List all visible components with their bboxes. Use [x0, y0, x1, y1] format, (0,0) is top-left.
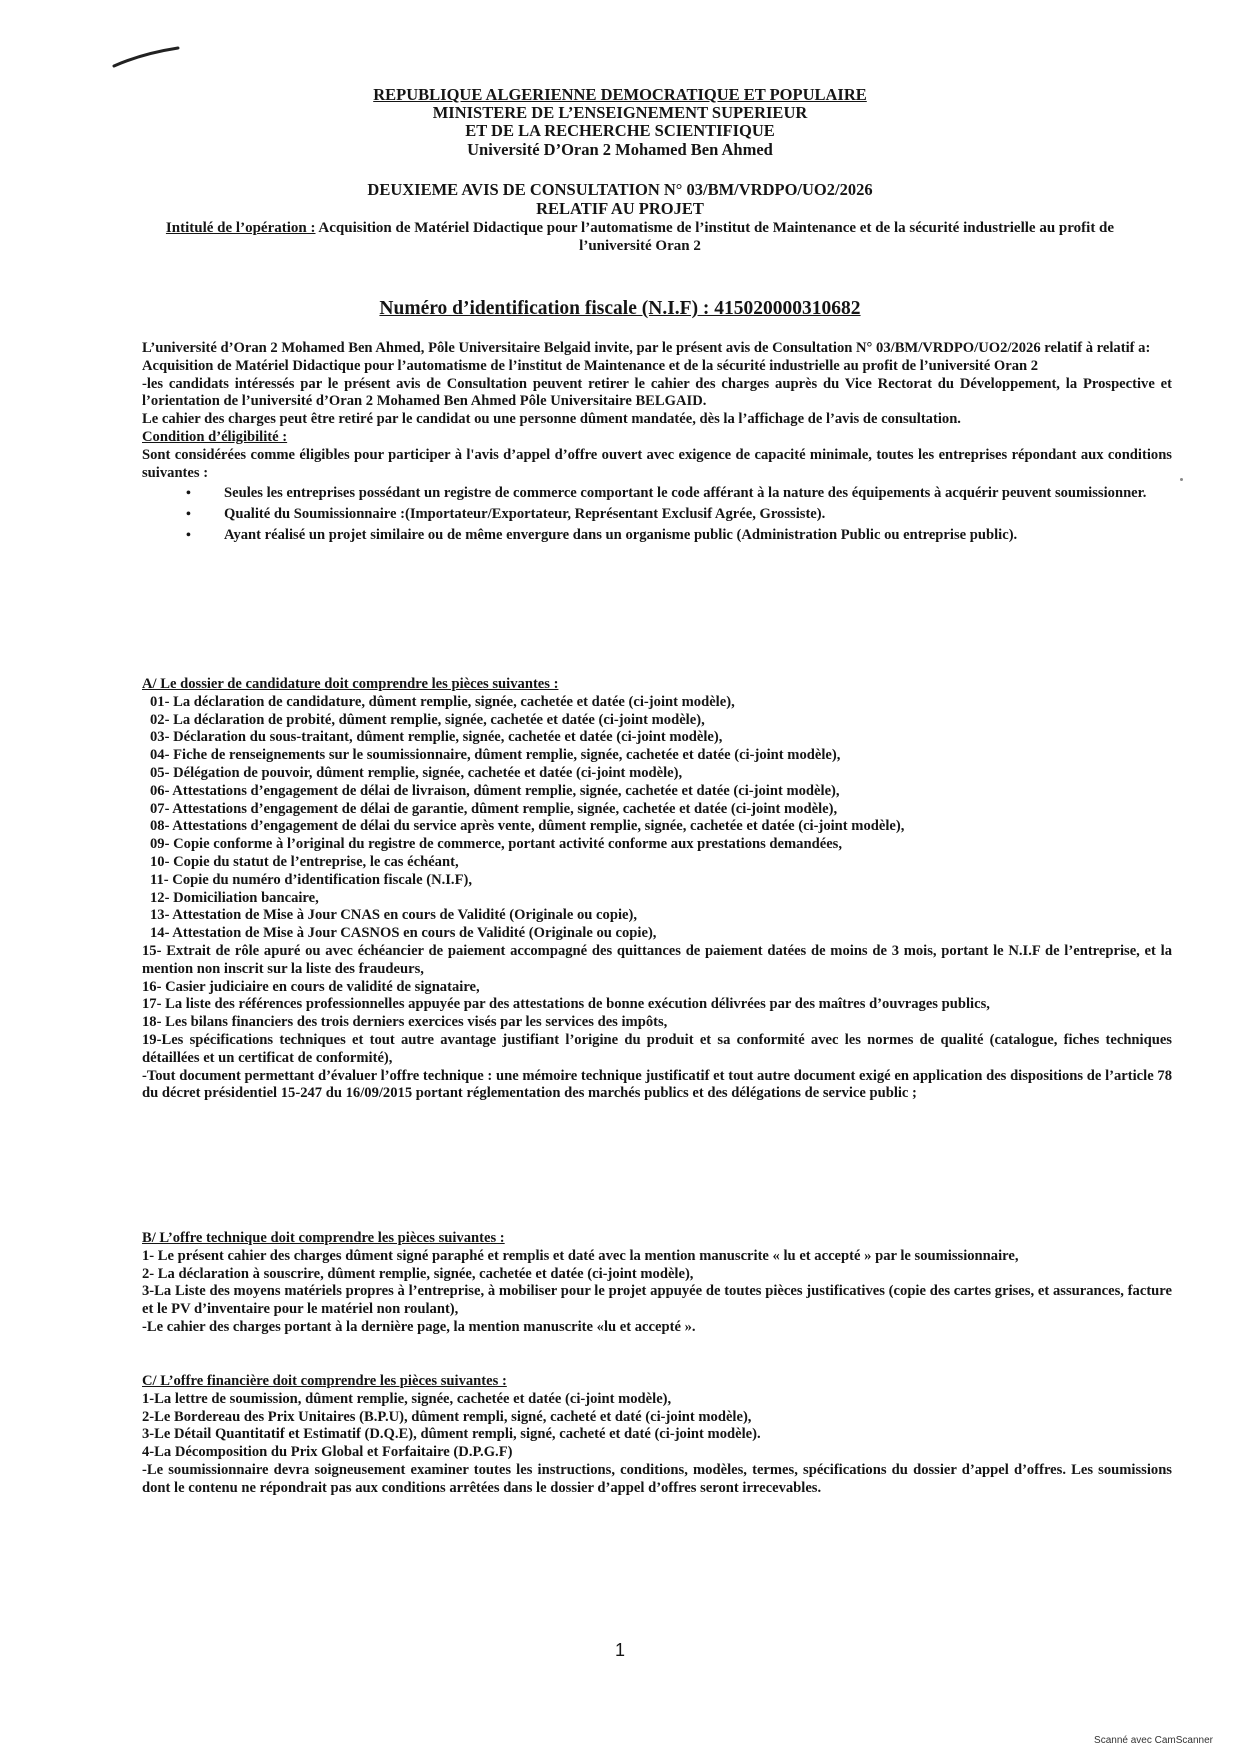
intro-paragraph-3: -les candidats intéressés par le présent avis de Consultation peuvent retirer le cahier des charges auprès du Vice Rectorat du Développement, la Prospective et l’orientation de l’université d’Oran 2 Mohamed Ben Ahmed Pôle Universitaire BELGAID.: [142, 375, 1172, 410]
header-republic: REPUBLIQUE ALGERIENNE DEMOCRATIQUE ET POPULAIRE: [373, 85, 867, 104]
list-item: 4-La Décomposition du Prix Global et Forfaitaire (D.P.G.F): [142, 1444, 513, 1461]
list-item: 3-La Liste des moyens matériels propres à l’entreprise, à mobiliser pour le projet appuyée de toutes pièces justificatives (copie des cartes grises, et assurances, facture et le PV d’inventaire pour le matériel non roulant),: [142, 1283, 1172, 1318]
scan-speck: [1180, 478, 1183, 481]
eligibility-heading: Condition d’éligibilité :: [142, 428, 288, 445]
header-research: ET DE LA RECHERCHE SCIENTIFIQUE: [465, 121, 775, 140]
avis-subtitle: RELATIF AU PROJET: [536, 199, 704, 218]
eligibility-bullet: • Seules les entreprises possédant un registre de commerce comportant le code afférant à la nature des équipements à acquérir peuvent soumissionner.: [142, 485, 1172, 503]
intro-paragraph-2: Acquisition de Matériel Didactique pour l’automatisme de l’institut de Maintenance et de la sécurité industrielle au profit de l’université Oran 2: [142, 357, 1039, 374]
list-item: 2- La déclaration à souscrire, dûment remplie, signée, cachetée et datée (ci-joint modèle),: [142, 1265, 694, 1282]
list-item: 05- Délégation de pouvoir, dûment remplie, signée, cachetée et datée (ci-joint modèle),: [150, 764, 683, 781]
page-number: 1: [614, 1640, 625, 1660]
section-b-heading: B/ L’offre technique doit comprendre les pièces suivantes :: [142, 1230, 505, 1246]
list-item: 14- Attestation de Mise à Jour CASNOS en cours de Validité (Originale ou copie),: [150, 925, 657, 942]
operation-title: [160, 219, 1120, 255]
list-item: 13- Attestation de Mise à Jour CNAS en cours de Validité (Originale ou copie),: [150, 907, 637, 924]
eligibility-bullet: • Ayant réalisé un projet similaire ou de même envergure dans un organisme public (Administration Public ou entreprise public).: [142, 527, 1172, 545]
list-item: -Tout document permettant d’évaluer l’offre technique : une mémoire technique justificatif et tout autre document exigé en application des dispositions de l’article 78 du décret présidentiel 15-247 du 16/09/2015 portant réglementation des marchés publics et des délégations de service public ;: [142, 1067, 1172, 1102]
section-b: [142, 1230, 1172, 1337]
list-item: 11- Copie du numéro d’identification fiscale (N.I.F),: [150, 871, 473, 888]
list-item: 1-La lettre de soumission, dûment remplie, signée, cachetée et datée (ci-joint modèle),: [142, 1390, 672, 1407]
list-item: 02- La déclaration de probité, dûment remplie, signée, cachetée et datée (ci-joint modèle),: [150, 711, 705, 728]
list-item: 18- Les bilans financiers des trois derniers exercices visés par les services des impôts,: [142, 1014, 668, 1031]
header-university: Université D’Oran 2 Mohamed Ben Ahmed: [467, 140, 773, 159]
scanner-watermark: Scanné avec CamScanner: [1094, 1735, 1213, 1746]
section-a-heading: A/ Le dossier de candidature doit comprendre les pièces suivantes :: [142, 676, 559, 692]
list-item: 2-Le Bordereau des Prix Unitaires (B.P.U), dûment rempli, signé, cacheté et daté (ci-joint modèle),: [142, 1408, 752, 1425]
pen-stroke-mark: [112, 42, 182, 72]
list-item: -Le soumissionnaire devra soigneusement examiner toutes les instructions, conditions, modèles, termes, spécifications du dossier d’appel d’offres. Les soumissions dont le contenu ne répondrait pas aux conditions arrêtées dans le dossier d’appel d’offres seront irrecevables.: [142, 1461, 1172, 1496]
list-item: 1- Le présent cahier des charges dûment signé paraphé et remplis et daté avec la mention manuscrite « lu et accepté » par le soumissionnaire,: [142, 1247, 1019, 1264]
list-item: 15- Extrait de rôle apuré ou avec échéancier de paiement accompagné des quittances de paiement datées de moins de 3 mois, portant le N.I.F de l’entreprise, et la mention non inscrit sur la liste des fraudeurs,: [142, 942, 1172, 977]
nif-line: Numéro d’identification fiscale (N.I.F) : 415020000310682: [379, 298, 861, 319]
list-item: -Le cahier des charges portant à la dernière page, la mention manuscrite «lu et accepté ».: [142, 1318, 696, 1335]
list-item: 04- Fiche de renseignements sur le soumissionnaire, dûment remplie, signée, cachetée et datée (ci-joint modèle),: [150, 747, 841, 764]
operation-text: Acquisition de Matériel Didactique pour l’automatisme de l’institut de Maintenance et de la sécurité industrielle au profit de l’université Oran 2: [315, 220, 1115, 254]
section-c: [142, 1373, 1172, 1498]
header-ministry: MINISTERE DE L’ENSEIGNEMENT SUPERIEUR: [432, 103, 808, 122]
list-item: 09- Copie conforme à l’original du registre de commerce, portant activité conforme aux prestations demandées,: [150, 836, 842, 853]
intro-paragraph-1: L’université d’Oran 2 Mohamed Ben Ahmed, Pôle Universitaire Belgaid invite, par le présent avis de Consultation N° 03/BM/VRDPO/UO2/2026 relatif à relatif a:: [142, 340, 1151, 356]
list-item: 3-Le Détail Quantitatif et Estimatif (D.Q.E), dûment rempli, signé, cacheté et daté (ci-joint modèle).: [142, 1426, 761, 1443]
section-c-heading: C/ L’offre financière doit comprendre les pièces suivantes :: [142, 1373, 507, 1389]
list-item: 17- La liste des références professionnelles appuyée par des attestations de bonne exécution délivrées par des maîtres d’ouvrages publics,: [142, 996, 990, 1013]
list-item: 01- La déclaration de candidature, dûment remplie, signée, cachetée et datée (ci-joint modèle),: [150, 693, 735, 710]
list-item: 19-Les spécifications techniques et tout autre avantage justifiant l’origine du produit et sa conformité avec les normes de qualité (catalogue, fiches techniques détaillées et un certificat de conformité),: [142, 1031, 1172, 1066]
avis-title: DEUXIEME AVIS DE CONSULTATION N° 03/BM/VRDPO/UO2/2026: [367, 180, 873, 199]
list-item: 03- Déclaration du sous-traitant, dûment remplie, signée, cachetée et datée (ci-joint modèle),: [150, 729, 723, 746]
list-item: 07- Attestations d’engagement de délai de garantie, dûment remplie, signée, cachetée et datée (ci-joint modèle),: [150, 800, 838, 817]
list-item: 06- Attestations d’engagement de délai de livraison, dûment remplie, signée, cachetée et datée (ci-joint modèle),: [150, 782, 840, 799]
section-a: [142, 676, 1172, 1103]
operation-label: Intitulé de l’opération :: [165, 220, 316, 236]
list-item: 10- Copie du statut de l’entreprise, le cas échéant,: [150, 853, 459, 870]
eligibility-bullet: • Qualité du Soumissionnaire :(Importateur/Exportateur, Représentant Exclusif Agrée, Grossiste).: [142, 506, 1172, 524]
intro-paragraph-4: Le cahier des charges peut être retiré par le candidat ou une personne dûment mandatée, dès la l’affichage de l’avis de consultation.: [142, 411, 961, 428]
eligibility-intro: Sont considérées comme éligibles pour participer à l'avis d’appel d’offre ouvert avec exigence de capacité minimale, toutes les entreprises répondant aux conditions suivantes :: [142, 446, 1172, 481]
list-item: 12- Domiciliation bancaire,: [150, 889, 319, 906]
list-item: 16- Casier judiciaire en cours de validité de signataire,: [142, 978, 480, 995]
intro-block: [142, 340, 1172, 545]
list-item: 08- Attestations d’engagement de délai du service après vente, dûment remplie, signée, cachetée et datée (ci-joint modèle),: [150, 818, 905, 835]
